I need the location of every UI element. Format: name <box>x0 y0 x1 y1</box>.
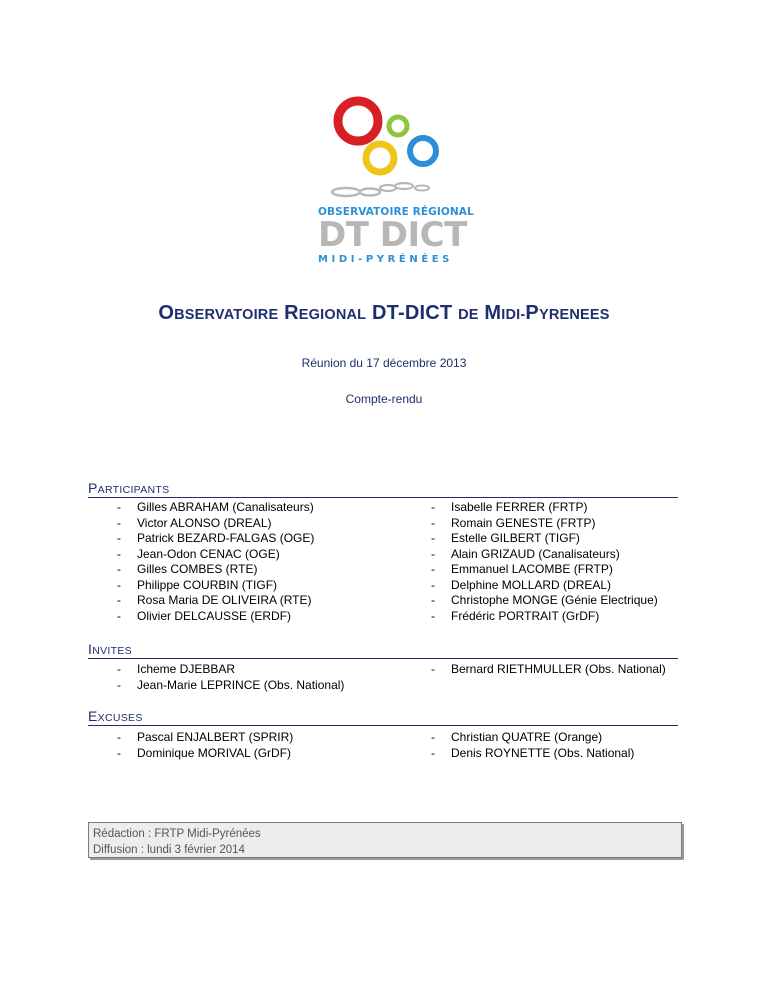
list-item: - Alain GRIZAUD (Canalisateurs) <box>431 546 620 561</box>
section-excuses <box>88 708 678 726</box>
list-item: - Philippe COURBIN (TIGF) <box>117 577 278 592</box>
section-invites <box>88 641 678 659</box>
list-item: - Gilles ABRAHAM (Canalisateurs) <box>117 500 314 514</box>
meeting-date: Réunion du 17 décembre 2013 <box>301 356 467 370</box>
excuses-right-list <box>431 730 634 761</box>
section-heading-invites: INVITES <box>88 641 678 659</box>
list-item: - Victor ALONSO (DREAL) <box>117 515 272 530</box>
list-item: - Patrick BEZARD-FALGAS (OGE) <box>117 531 315 545</box>
list-item: - Isabelle FERRER (FRTP) <box>431 500 588 514</box>
redaction-line: Rédaction : FRTP Midi-Pyrénées <box>93 828 261 840</box>
list-item: - Jean-Odon CENAC (OGE) <box>117 546 280 561</box>
excuses-left-list <box>117 730 293 761</box>
logo-line-observatoire: OBSERVATOIRE RÉGIONAL <box>318 206 474 218</box>
list-item: - Estelle GILBERT (TIGF) <box>431 531 580 545</box>
document-title: OBSERVATOIRE REGIONAL DT-DICT DE MIDI-PYRENEES <box>158 302 610 324</box>
list-item: - Gilles COMBES (RTE) <box>117 562 258 576</box>
logo-line-region: MIDI-PYRÉNÉES <box>318 254 453 265</box>
list-item: - Christian QUATRE (Orange) <box>431 730 603 744</box>
list-item: - Delphine MOLLARD (DREAL) <box>431 577 612 592</box>
list-item: - Emmanuel LACOMBE (FRTP) <box>431 562 613 576</box>
document-type: Compte-rendu <box>345 392 423 406</box>
observatoire-logo <box>318 94 474 270</box>
participants-right-list <box>431 500 658 624</box>
list-item: - Rosa Maria DE OLIVEIRA (RTE) <box>117 593 312 607</box>
list-item: - Jean-Marie LEPRINCE (Obs. National) <box>117 677 345 692</box>
section-heading-participants: PARTICIPANTS <box>88 480 678 498</box>
section-participants <box>88 480 678 498</box>
invites-left-list <box>117 662 344 693</box>
list-item: - Dominique MORIVAL (GrDF) <box>117 745 292 760</box>
list-item: - Pascal ENJALBERT (SPRIR) <box>117 730 294 744</box>
invites-right-list <box>431 662 666 678</box>
list-item: - Bernard RIETHMULLER (Obs. National) <box>431 662 666 676</box>
participants-left-list <box>117 500 314 624</box>
list-item: - Icheme DJEBBAR <box>117 662 236 676</box>
list-item: - Olivier DELCAUSSE (ERDF) <box>117 608 292 623</box>
list-item: - Frédéric PORTRAIT (GrDF) <box>431 608 600 623</box>
list-item: - Denis ROYNETTE (Obs. National) <box>431 745 635 760</box>
diffusion-line: Diffusion : lundi 3 février 2014 <box>93 844 245 856</box>
redaction-info-box <box>88 822 682 858</box>
section-heading-excuses: EXCUSES <box>88 708 678 726</box>
logo-rings-icon <box>318 94 450 206</box>
logo-line-dtdict: DT DICT <box>318 215 467 255</box>
list-item: - Christophe MONGE (Génie Electrique) <box>431 593 658 607</box>
list-item: - Romain GENESTE (FRTP) <box>431 515 596 530</box>
